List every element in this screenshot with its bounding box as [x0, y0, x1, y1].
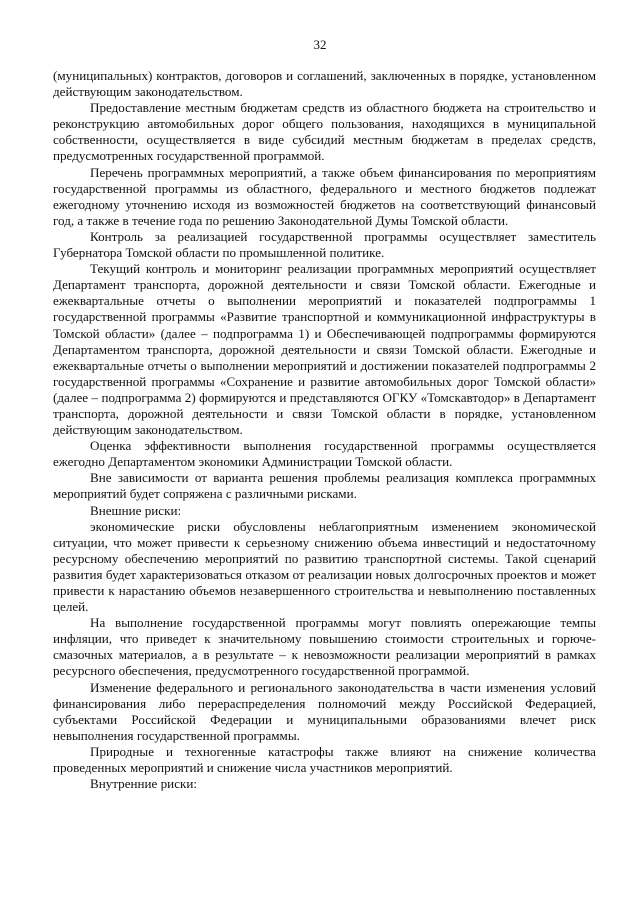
paragraph-legislation: Изменение федерального и регионального законодательства в части изменения условий финансирования либо перераспределения полномочий между Российской Федерацией, субъектами Российской Федерации и муниципальными образованиями влечет риск невыполнения государственной программы. — [53, 679, 596, 743]
document-body — [53, 68, 596, 792]
paragraph-risks-intro: Вне зависимости от варианта решения проблемы реализация комплекса программных мероприятий будет сопряжена с различными рисками. — [53, 470, 596, 502]
paragraph-program-list: Перечень программных мероприятий, а также объем финансирования по мероприятиям государственной программы из областного, федерального и местного бюджетов подлежат ежегодному уточнению исходя из возможностей бюджетов на соответствующий финансовый год, а также в течение года по решению Законодательной Думы Томской области. — [53, 164, 596, 228]
heading-internal-risks: Внутренние риски: — [90, 776, 198, 792]
paragraph-control: Контроль за реализацией государственной программы осуществляет заместитель Губернатора Томской области по промышленной политике. — [53, 228, 596, 261]
paragraph-inflation: На выполнение государственной программы могут повлиять опережающие темпы инфляции, что приведет к значительному повышению стоимости строительных и горюче-смазочных материалов, а в результате – к невозможности реализации мероприятий в рамках ресурсного обеспечения, предусмотренного государственной программой. — [53, 615, 596, 679]
paragraph-economic-risks: экономические риски обусловлены неблагоприятным изменением экономической ситуации, что может привести к серьезному снижению объема инвестиций и недостаточному ресурсному обеспечению мероприятий по развитию транспортной системы. Такой сценарий развития будет характеризоваться отказом от реализации новых долгосрочных проектов и может привести к нарастанию объемов незавершенного строительства и невыполнению поставленных целей. — [53, 518, 596, 615]
paragraph-monitoring: Текущий контроль и мониторинг реализации программных мероприятий осуществляет Департамент транспорта, дорожной деятельности и связи Томской области. Ежегодные и ежеквартальные отчеты о выполнении мероприятий и показателей подпрограммы 1 государственной программы «Развитие транспортной и коммуникационной инфраструктуры в Томской области» (далее – подпрограмма 1) и Обеспечивающей подпрограммы формируются Департаментом транспорта, дорожной деятельности и связи Томской области. Ежегодные и ежеквартальные отчеты о выполнении мероприятий и достижении показателей подпрограммы 2 государственной программы «Сохранение и развитие автомобильных дорог Томской области» (далее – подпрограмма 2) формируются и представляются ОГКУ «Томскавтодор» в Департамент транспорта, дорожной деятельности и связи Томской области в порядке, установленном действующим законодательством. — [53, 261, 596, 438]
paragraph-disasters: Природные и техногенные катастрофы также влияют на снижение количества проведенных мероприятий и снижение числа участников мероприятий. — [53, 743, 596, 776]
paragraph-efficiency: Оценка эффективности выполнения государственной программы осуществляется ежегодно Департаментом экономики Администрации Томской области. — [53, 438, 596, 470]
page-number: 32 — [313, 37, 327, 52]
paragraph-local-budgets: Предоставление местным бюджетам средств из областного бюджета на строительство и реконструкцию автомобильных дорог общего пользования, находящихся в муниципальной собственности, осуществляется в виде субсидий местным бюджетам в пределах средств, предусмотренных государственной программой. — [53, 100, 596, 164]
heading-external-risks: Внешние риски: — [90, 502, 182, 518]
paragraph-contracts-continuation: (муниципальных) контрактов, договоров и соглашений, заключенных в порядке, установленном действующим законодательством. — [53, 68, 596, 100]
